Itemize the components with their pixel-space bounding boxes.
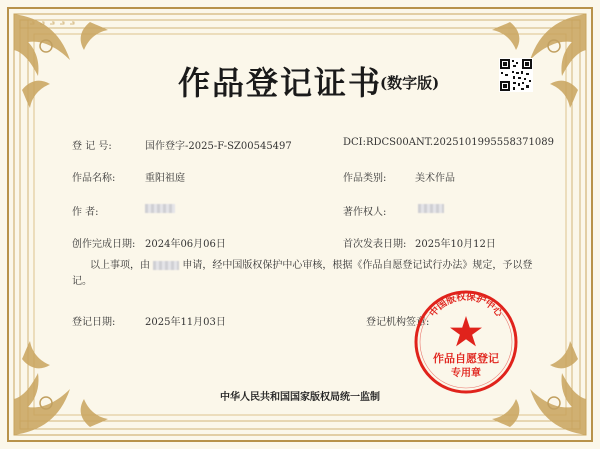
category-value: 美术作品 [415,173,455,184]
certification-statement [72,258,542,290]
work-name-value: 重阳祖庭 [145,173,185,184]
seal-line1: 作品自愿登记 [433,352,499,365]
category-label: 作品类别: [343,173,387,184]
statement-prefix: 以上事项，由 [90,260,150,271]
reg-date-label: 登记日期: [72,317,116,328]
author-value-redacted [145,204,175,213]
official-seal [412,288,520,396]
reg-no-label: 登 记 号: [72,141,112,152]
published-date-value: 2025年10月12日 [415,239,496,250]
reg-org-label: 登记机构签章: [366,317,430,328]
published-date-label: 首次发表日期: [343,239,407,250]
copyright-owner-value-redacted [418,204,444,213]
created-date-value: 2024年06月06日 [145,239,226,250]
certificate-subtitle: (数字版) [380,74,440,92]
reg-date-value: 2025年11月03日 [145,317,226,328]
copyright-owner-label: 著作权人: [343,207,387,218]
qr-code-icon[interactable] [499,58,533,92]
certificate-title: 作品登记证书 [178,64,383,102]
dci-value: DCI:RDCS00ANT.2025101995558371089 [343,137,554,148]
applicant-redacted [153,261,179,270]
author-label: 作 者: [72,207,99,218]
reg-no-value: 国作登字-2025-F-SZ00545497 [145,141,292,152]
statement-suffix: 申请，经中国版权保护中心审核，根据《作品自愿登记试行办法》规定，予以登记。 [72,260,533,287]
created-date-label: 创作完成日期: [72,239,136,250]
svg-text:中国版权保护中心: 中国版权保护中心 [427,291,505,320]
work-name-label: 作品名称: [72,173,116,184]
certificate-footer: 中华人民共和国国家版权局统一监制 [220,392,380,403]
seal-line2: 专用章 [451,368,481,379]
